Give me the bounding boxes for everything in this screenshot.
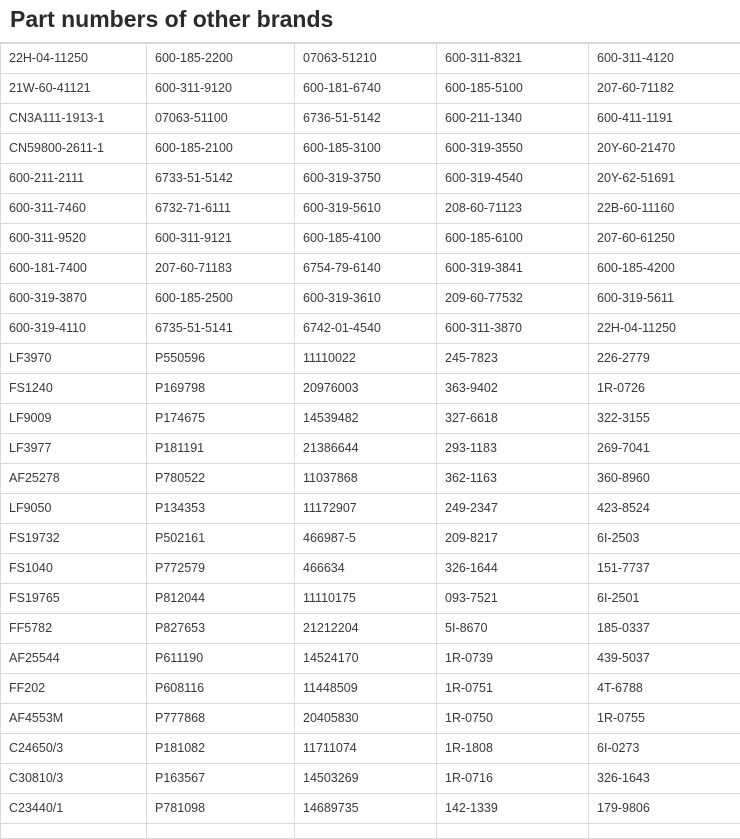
table-cell: 21W-60-41121	[1, 73, 147, 103]
table-row	[1, 703, 740, 733]
table-row	[1, 793, 740, 823]
table-cell: 1R-1808	[437, 733, 589, 763]
table-cell: 360-8960	[589, 463, 740, 493]
table-row	[1, 733, 740, 763]
table-cell: 1R-0751	[437, 673, 589, 703]
table-cell: P169798	[147, 373, 295, 403]
table-cell: 4T-6788	[589, 673, 740, 703]
table-cell: 22H-04-11250	[1, 43, 147, 73]
table-cell: 600-185-4100	[295, 223, 437, 253]
table-cell: 6732-71-6111	[147, 193, 295, 223]
table-cell: 600-319-3610	[295, 283, 437, 313]
table-cell: 600-311-8321	[437, 43, 589, 73]
table-cell: C23440/1	[1, 793, 147, 823]
table-cell: 07063-51210	[295, 43, 437, 73]
table-cell: 600-185-3100	[295, 133, 437, 163]
table-cell: 439-5037	[589, 643, 740, 673]
table-cell: CN3A111-1913-1	[1, 103, 147, 133]
table-cell: 11711074	[295, 733, 437, 763]
table-cell: FF202	[1, 673, 147, 703]
table-cell: 326-1644	[437, 553, 589, 583]
table-cell: 600-311-9120	[147, 73, 295, 103]
table-cell: 600-185-5100	[437, 73, 589, 103]
table-row	[1, 73, 740, 103]
table-cell: 600-311-9520	[1, 223, 147, 253]
table-row	[1, 553, 740, 583]
table-cell: 600-185-2500	[147, 283, 295, 313]
table-cell: 1R-0755	[589, 703, 740, 733]
table-cell: P502161	[147, 523, 295, 553]
table-cell	[589, 823, 740, 838]
table-cell: 20976003	[295, 373, 437, 403]
table-cell: 327-6618	[437, 403, 589, 433]
table-cell: 142-1339	[437, 793, 589, 823]
table-cell: 11448509	[295, 673, 437, 703]
table-cell: 322-3155	[589, 403, 740, 433]
table-cell: LF3977	[1, 433, 147, 463]
table-cell: 600-185-2100	[147, 133, 295, 163]
table-cell: 6I-2503	[589, 523, 740, 553]
table-cell: 11172907	[295, 493, 437, 523]
table-cell: 600-211-2111	[1, 163, 147, 193]
page-title: Part numbers of other brands	[0, 0, 740, 42]
table-cell: 600-411-1191	[589, 103, 740, 133]
table-cell: 07063-51100	[147, 103, 295, 133]
table-cell: 466987-5	[295, 523, 437, 553]
table-cell: 22H-04-11250	[589, 313, 740, 343]
table-cell: P181191	[147, 433, 295, 463]
table-cell: LF9050	[1, 493, 147, 523]
table-row	[1, 493, 740, 523]
table-cell: 600-319-3841	[437, 253, 589, 283]
table-row	[1, 43, 740, 73]
table-cell: 600-211-1340	[437, 103, 589, 133]
table-cell: 21386644	[295, 433, 437, 463]
table-cell: P772579	[147, 553, 295, 583]
table-cell: 423-8524	[589, 493, 740, 523]
table-cell: 1R-0726	[589, 373, 740, 403]
table-row	[1, 673, 740, 703]
table-cell: 11110175	[295, 583, 437, 613]
table-cell: FS19732	[1, 523, 147, 553]
table-cell: 207-60-71183	[147, 253, 295, 283]
table-cell: 1R-0739	[437, 643, 589, 673]
table-cell: P777868	[147, 703, 295, 733]
table-cell: 22B-60-11160	[589, 193, 740, 223]
table-cell: 466634	[295, 553, 437, 583]
table-cell: P780522	[147, 463, 295, 493]
table-cell: 208-60-71123	[437, 193, 589, 223]
table-cell: 362-1163	[437, 463, 589, 493]
table-row	[1, 613, 740, 643]
table-row	[1, 133, 740, 163]
table-cell: P550596	[147, 343, 295, 373]
table-cell: 20Y-62-51691	[589, 163, 740, 193]
table-row	[1, 523, 740, 553]
table-row	[1, 313, 740, 343]
table-row	[1, 403, 740, 433]
table-cell: LF3970	[1, 343, 147, 373]
table-cell: 600-319-5611	[589, 283, 740, 313]
table-cell: 179-9806	[589, 793, 740, 823]
table-row	[1, 103, 740, 133]
table-cell: P181082	[147, 733, 295, 763]
table-cell: 207-60-71182	[589, 73, 740, 103]
table-cell: 245-7823	[437, 343, 589, 373]
table-cell: 600-319-3750	[295, 163, 437, 193]
table-row	[1, 343, 740, 373]
table-cell: 600-319-3550	[437, 133, 589, 163]
table-cell: 6742-01-4540	[295, 313, 437, 343]
table-cell: C30810/3	[1, 763, 147, 793]
table-cell: 600-181-7400	[1, 253, 147, 283]
table-row	[1, 823, 740, 838]
table-cell: 1R-0716	[437, 763, 589, 793]
table-cell: P827653	[147, 613, 295, 643]
table-cell: 226-2779	[589, 343, 740, 373]
table-row	[1, 283, 740, 313]
table-cell: 14524170	[295, 643, 437, 673]
table-cell: 6736-51-5142	[295, 103, 437, 133]
table-cell: 151-7737	[589, 553, 740, 583]
table-cell: P781098	[147, 793, 295, 823]
table-cell: FS1240	[1, 373, 147, 403]
table-row	[1, 223, 740, 253]
table-cell: P611190	[147, 643, 295, 673]
table-row	[1, 763, 740, 793]
table-cell: 269-7041	[589, 433, 740, 463]
table-cell: 207-60-61250	[589, 223, 740, 253]
part-numbers-table	[0, 43, 740, 839]
table-cell: FF5782	[1, 613, 147, 643]
table-cell: C24650/3	[1, 733, 147, 763]
table-row	[1, 193, 740, 223]
table-cell: 6I-0273	[589, 733, 740, 763]
table-row	[1, 253, 740, 283]
table-cell: P608116	[147, 673, 295, 703]
table-cell: 293-1183	[437, 433, 589, 463]
table-cell: 11110022	[295, 343, 437, 373]
table-cell: 21212204	[295, 613, 437, 643]
table-cell	[1, 823, 147, 838]
table-cell: 326-1643	[589, 763, 740, 793]
table-row	[1, 463, 740, 493]
table-cell: 209-8217	[437, 523, 589, 553]
table-cell: AF25278	[1, 463, 147, 493]
table-row	[1, 373, 740, 403]
table-cell: P812044	[147, 583, 295, 613]
table-cell: LF9009	[1, 403, 147, 433]
table-cell: 600-185-4200	[589, 253, 740, 283]
table-cell: 600-311-9121	[147, 223, 295, 253]
table-cell: 600-319-4110	[1, 313, 147, 343]
table-cell: 11037868	[295, 463, 437, 493]
table-cell: FS19765	[1, 583, 147, 613]
table-cell: CN59800-2611-1	[1, 133, 147, 163]
table-cell: 14503269	[295, 763, 437, 793]
table-cell: 6733-51-5142	[147, 163, 295, 193]
table-body	[1, 43, 740, 838]
table-row	[1, 583, 740, 613]
table-cell: 600-185-2200	[147, 43, 295, 73]
table-cell: 600-319-5610	[295, 193, 437, 223]
table-cell: 6735-51-5141	[147, 313, 295, 343]
table-cell: 249-2347	[437, 493, 589, 523]
table-cell	[437, 823, 589, 838]
table-cell: 20Y-60-21470	[589, 133, 740, 163]
table-cell: 363-9402	[437, 373, 589, 403]
table-cell: 185-0337	[589, 613, 740, 643]
table-row	[1, 643, 740, 673]
table-cell: 14689735	[295, 793, 437, 823]
table-cell: FS1040	[1, 553, 147, 583]
table-cell: 600-311-7460	[1, 193, 147, 223]
table-row	[1, 433, 740, 463]
table-cell: 600-319-4540	[437, 163, 589, 193]
table-cell: 5I-8670	[437, 613, 589, 643]
table-cell: AF4553M	[1, 703, 147, 733]
table-cell: 209-60-77532	[437, 283, 589, 313]
table-cell: 6754-79-6140	[295, 253, 437, 283]
table-cell: 600-311-3870	[437, 313, 589, 343]
table-cell	[295, 823, 437, 838]
table-cell: 1R-0750	[437, 703, 589, 733]
table-cell: P163567	[147, 763, 295, 793]
table-cell: 600-185-6100	[437, 223, 589, 253]
table-cell: 600-181-6740	[295, 73, 437, 103]
table-row	[1, 163, 740, 193]
table-cell: AF25544	[1, 643, 147, 673]
table-cell: P174675	[147, 403, 295, 433]
table-cell: 600-319-3870	[1, 283, 147, 313]
table-cell: 6I-2501	[589, 583, 740, 613]
table-cell: P134353	[147, 493, 295, 523]
table-cell: 600-311-4120	[589, 43, 740, 73]
table-cell: 093-7521	[437, 583, 589, 613]
table-cell: 20405830	[295, 703, 437, 733]
table-cell	[147, 823, 295, 838]
table-cell: 14539482	[295, 403, 437, 433]
